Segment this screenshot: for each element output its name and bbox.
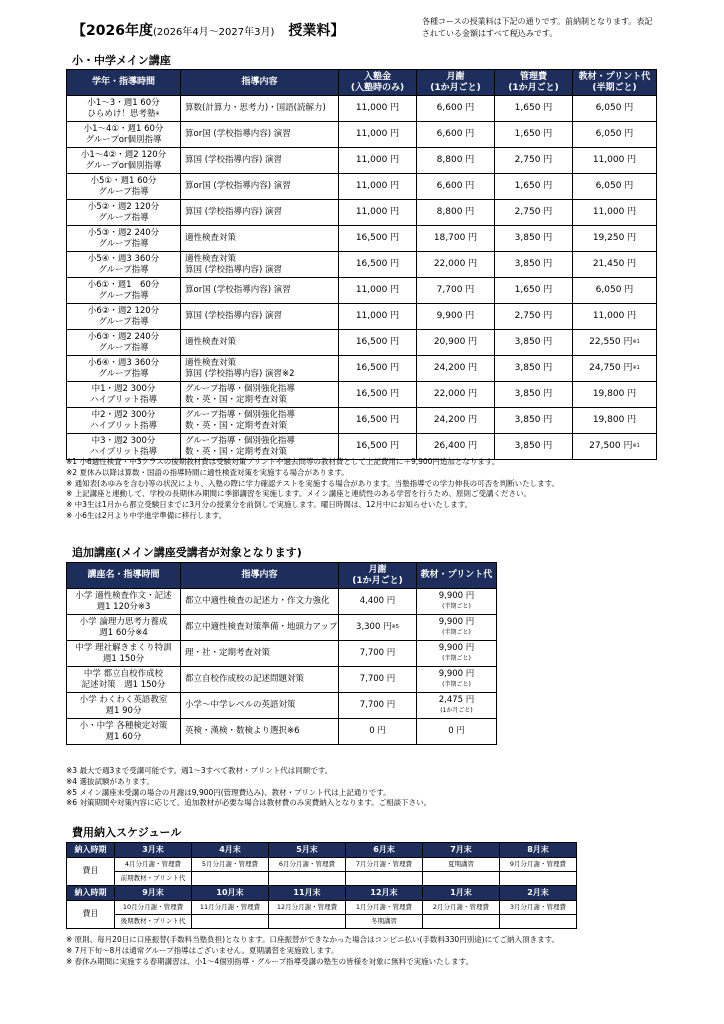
table-row — [67, 641, 497, 667]
enrollment-fee-cell: 16,500 円 — [339, 356, 417, 382]
management-fee-cell: 2,750 円 — [495, 200, 573, 226]
content-cell: 適性検査対策 算国 (学校指導内容) 演習 — [181, 252, 339, 278]
schedule-fee-item: 4月分月謝・管理費 — [115, 858, 192, 872]
schedule-month: 11月末 — [269, 886, 346, 901]
material-fee-cell — [417, 641, 497, 667]
enrollment-fee-cell: 11,000 円 — [339, 304, 417, 330]
note-line: ※2 夏休み以降は算数・国語の指導時間に適性検査対策を実施する場合があります。 — [66, 467, 349, 477]
content-cell: 英検・漢検・数検より選択※6 — [181, 719, 339, 745]
monthly-footnote-mark: ※5 — [391, 624, 399, 631]
table-row — [67, 667, 497, 693]
content-cell: 都立自校作成校の記述問題対策 — [181, 667, 339, 693]
material-fee-cell: 6,050 円 — [573, 96, 657, 122]
content-cell: グループ指導・個別強化指導 数・英・国・定期考査対策 — [181, 408, 339, 434]
additional-fee-table — [66, 562, 497, 745]
schedule-table — [66, 842, 577, 929]
schedule-month: 9月末 — [115, 886, 192, 901]
monthly-fee-cell: 9,900 円 — [417, 304, 495, 330]
schedule-month: 2月末 — [500, 886, 577, 901]
management-fee-cell: 3,850 円 — [495, 408, 573, 434]
monthly-fee-cell: 22,000 円 — [417, 252, 495, 278]
schedule-empty-cell — [500, 915, 577, 929]
table-row — [67, 252, 657, 278]
material-footnote-mark: ※1 — [632, 339, 640, 346]
material-fee-cell: 19,250 円 — [573, 226, 657, 252]
content-cell: 算国 (学校指導内容) 演習 — [181, 148, 339, 174]
management-fee-cell: 2,750 円 — [495, 304, 573, 330]
main-header-1: 指導内容 — [181, 70, 339, 96]
schedule-fee-item: 6月分月謝・管理費 — [269, 858, 346, 872]
schedule-extra-row — [67, 872, 577, 886]
schedule-month-row-2 — [67, 886, 577, 901]
table-row — [67, 330, 657, 356]
course-cell: 小6②・週2 120分 グループ指導 — [67, 304, 181, 330]
schedule-extra-item: 前期教材・プリント代 — [115, 872, 192, 886]
table-row — [67, 719, 497, 745]
management-fee-cell: 1,650 円 — [495, 174, 573, 200]
course-cell: 小1～3・週1 60分 ひらめけ！思考塾※ — [67, 96, 181, 122]
main-notes — [66, 457, 666, 522]
schedule-empty-cell — [423, 915, 500, 929]
table-row — [67, 226, 657, 252]
management-fee-cell: 1,650 円 — [495, 96, 573, 122]
additional-section-title: 追加講座(メイン講座受講者が対象となります) — [72, 546, 302, 559]
material-fee-cell — [417, 693, 497, 719]
monthly-fee-cell: 20,900 円 — [417, 330, 495, 356]
schedule-month-row-1 — [67, 843, 577, 858]
monthly-fee-cell: 26,400 円 — [417, 434, 495, 460]
enrollment-fee-cell: 11,000 円 — [339, 148, 417, 174]
monthly-fee-cell: 7,700 円 — [339, 667, 417, 693]
course-cell: 中3・週2 300分 ハイブリット指導 — [67, 434, 181, 460]
schedule-fee-item: 12月分月謝・管理費 — [269, 901, 346, 915]
enrollment-fee-cell: 16,500 円 — [339, 252, 417, 278]
table-row — [67, 615, 497, 641]
note-line: ※ 7月下旬～8月は通常グループ指導はございません。夏期講習を実施致します。 — [66, 945, 339, 955]
content-cell: 理・社・定期考査対策 — [181, 641, 339, 667]
title-period: (2026年4月～2027年3月) — [152, 27, 275, 38]
monthly-fee-cell: 0 円 — [339, 719, 417, 745]
page-title — [72, 20, 344, 40]
header-note: 各種コースの授業料は下記の通りです。前納制となります。表記されている金額はすべて税込みです。 — [422, 17, 653, 38]
material-fee-cell: 21,450 円 — [573, 252, 657, 278]
schedule-month: 5月末 — [269, 843, 346, 858]
monthly-fee-cell: 7,700 円 — [417, 278, 495, 304]
material-fee-cell — [417, 719, 497, 745]
management-fee-cell: 3,850 円 — [495, 434, 573, 460]
schedule-fee-item: 5月分月謝・管理費 — [192, 858, 269, 872]
enrollment-fee-cell: 16,500 円 — [339, 408, 417, 434]
main-header-0: 学年・指導時間 — [67, 70, 181, 96]
schedule-month: 4月末 — [192, 843, 269, 858]
additional-header-0: 講座名・指導時間 — [67, 563, 181, 589]
monthly-fee-cell: 3,300 円$^{※5}$ — [339, 615, 417, 641]
schedule-month: 8月末 — [500, 843, 577, 858]
schedule-fee-row — [67, 858, 577, 872]
note-line: ※ 通知表(あゆみを含む)等の状況により、入塾の際に学力確認テストを実施する場合があります。当塾指導での学力伸長の可否を判断いたします。 — [66, 478, 560, 488]
schedule-fee-item: 3月分月謝・管理費 — [500, 901, 577, 915]
schedule-fee-item: 1月分月謝・管理費 — [346, 901, 423, 915]
material-footnote-mark: ※1 — [632, 443, 640, 450]
material-fee-value: 9,900 円 — [438, 617, 475, 627]
enrollment-fee-cell: 11,000 円 — [339, 122, 417, 148]
material-fee-period: (半期ごと) — [442, 602, 471, 610]
schedule-time-label: 納入時期 — [67, 843, 115, 858]
title-year: 【2026年度 — [72, 23, 153, 39]
material-fee-cell: 6,050 円 — [573, 122, 657, 148]
schedule-month: 12月末 — [346, 886, 423, 901]
material-fee-period: (半期ごと) — [442, 628, 471, 636]
table-row — [67, 174, 657, 200]
content-cell: グループ指導・個別強化指導 数・英・国・定期考査対策 — [181, 434, 339, 460]
table-row — [67, 589, 497, 615]
monthly-fee-cell: 18,700 円 — [417, 226, 495, 252]
schedule-extra-item: 冬期講習 — [346, 915, 423, 929]
schedule-time-label: 納入時期 — [67, 886, 115, 901]
course-cell: 中1・週2 300分 ハイブリット指導 — [67, 382, 181, 408]
schedule-month: 1月末 — [423, 886, 500, 901]
monthly-fee-cell: 22,000 円 — [417, 382, 495, 408]
management-fee-cell: 3,850 円 — [495, 226, 573, 252]
schedule-month: 3月末 — [115, 843, 192, 858]
material-fee-cell: 19,800 円 — [573, 382, 657, 408]
schedule-extra-item — [346, 872, 423, 886]
material-fee-period: (半期ごと) — [442, 680, 471, 688]
schedule-fee-row — [67, 901, 577, 915]
schedule-fee-item: 夏期講習 — [423, 858, 500, 872]
material-fee-value: 9,900 円 — [438, 591, 475, 601]
management-fee-cell: 3,850 円 — [495, 252, 573, 278]
material-fee-cell: 24,750 円$^{※1}$ — [573, 356, 657, 382]
course-cell: 小学 わくわく英語教室 週1 90分 — [67, 693, 181, 719]
monthly-fee-cell: 4,400 円 — [339, 589, 417, 615]
course-cell: 小6④・週3 360分 グループ指導 — [67, 356, 181, 382]
page-header — [72, 14, 652, 44]
additional-table-header — [67, 563, 497, 589]
course-cell: 中学 理社解きまくり特訓 週1 150分 — [67, 641, 181, 667]
schedule-extra-row — [67, 915, 577, 929]
table-row — [67, 382, 657, 408]
enrollment-fee-cell: 16,500 円 — [339, 226, 417, 252]
main-fee-table — [66, 69, 657, 460]
table-row — [67, 693, 497, 719]
monthly-fee-cell: 24,200 円 — [417, 408, 495, 434]
note-line: ※ 中3生は1月から都立受験日までに3月分の授業分を前倒しで実施します。曜日時間は、12月中にお知らせいたします。 — [66, 500, 473, 510]
main-section-title: 小・中学メイン講座 — [72, 54, 171, 67]
monthly-fee-cell: 6,600 円 — [417, 174, 495, 200]
monthly-fee-cell: 6,600 円 — [417, 96, 495, 122]
material-fee-cell: 27,500 円$^{※1}$ — [573, 434, 657, 460]
note-line: ※ 原則、毎月20日に口座振替(手数料当塾負担)となります。口座振替ができなかった場合はコンビニ払い(手数料330円別途)にてご納入頂きます。 — [66, 935, 560, 944]
material-fee-cell — [417, 667, 497, 693]
course-cell: 小1～4②・週2 120分 グループor個別指導 — [67, 148, 181, 174]
content-cell: 適性検査対策 — [181, 226, 339, 252]
schedule-fee-item: 9月分月謝・管理費 — [500, 858, 577, 872]
material-fee-period: (1か月ごと) — [440, 706, 473, 714]
enrollment-fee-cell: 11,000 円 — [339, 278, 417, 304]
content-cell: 小学～中学レベルの英語対策 — [181, 693, 339, 719]
management-fee-cell: 3,850 円 — [495, 330, 573, 356]
schedule-fee-item: 2月分月謝・管理費 — [423, 901, 500, 915]
enrollment-fee-cell: 11,000 円 — [339, 96, 417, 122]
course-cell: 小6①・週1 60分 グループ指導 — [67, 278, 181, 304]
course-cell: 小6③・週2 240分 グループ指導 — [67, 330, 181, 356]
note-line: ※1 小6適性検査・中3クラスの後期教材費は受験対策プリントや過去問等の教材費として上記費用に＋9,900円追加となります。 — [66, 457, 500, 466]
monthly-fee-cell: 8,800 円 — [417, 200, 495, 226]
main-table-header — [67, 70, 657, 96]
table-row — [67, 434, 657, 460]
management-fee-cell: 1,650 円 — [495, 122, 573, 148]
course-cell: 小5①・週1 60分 グループ指導 — [67, 174, 181, 200]
course-footnote-mark: ※ — [155, 110, 160, 117]
schedule-fee-label: 費目 — [67, 858, 115, 886]
schedule-empty-cell — [192, 915, 269, 929]
management-fee-cell: 3,850 円 — [495, 382, 573, 408]
schedule-month: 10月末 — [192, 886, 269, 901]
material-fee-cell: 19,800 円 — [573, 408, 657, 434]
material-fee-period: (半期ごと) — [442, 654, 471, 662]
content-cell: 算数(計算力・思考力)・国語(読解力) — [181, 96, 339, 122]
enrollment-fee-cell: 16,500 円 — [339, 434, 417, 460]
content-cell: 適性検査対策 — [181, 330, 339, 356]
content-cell: 都立中適性検査の記述力・作文力強化 — [181, 589, 339, 615]
material-fee-value: 9,900 円 — [438, 643, 475, 653]
table-row — [67, 356, 657, 382]
course-cell: 小5④・週3 360分 グループ指導 — [67, 252, 181, 278]
course-cell: 小学 論理力思考力養成 週1 60分※4 — [67, 615, 181, 641]
course-cell: 小1～4①・週1 60分 グループor個別指導 — [67, 122, 181, 148]
table-row — [67, 408, 657, 434]
note-line: ※6 対策期間や対策内容に応じて、追加教材が必要な場合は教材費のみ実費納入となります。ご相談下さい。 — [66, 798, 432, 808]
content-cell: 算or国 (学校指導内容) 演習 — [181, 174, 339, 200]
table-row — [67, 122, 657, 148]
note-line: ※ 春休み期間に実施する春期講習は、小1～4個別指導・グループ指導受講の塾生の皆様を対象に無料で実施いたします。 — [66, 956, 474, 966]
main-header-2: 入塾金 (入塾時のみ) — [339, 70, 417, 96]
material-fee-value: 0 円 — [448, 726, 465, 737]
material-fee-cell: 6,050 円 — [573, 174, 657, 200]
schedule-empty-cell — [269, 872, 346, 886]
table-row — [67, 278, 657, 304]
additional-header-2: 月謝 (1か月ごと) — [339, 563, 417, 589]
schedule-empty-cell — [500, 872, 577, 886]
content-cell: 算国 (学校指導内容) 演習 — [181, 304, 339, 330]
title-tuition: 授業料】 — [288, 23, 345, 39]
table-row — [67, 304, 657, 330]
monthly-fee-cell: 6,600 円 — [417, 122, 495, 148]
content-cell: 算or国 (学校指導内容) 演習 — [181, 278, 339, 304]
main-header-3: 月謝 (1か月ごと) — [417, 70, 495, 96]
content-cell: 適性検査対策 算国 (学校指導内容) 演習※2 — [181, 356, 339, 382]
material-fee-value: 2,475 円 — [438, 695, 475, 705]
material-fee-cell: 11,000 円 — [573, 148, 657, 174]
course-cell: 小5②・週2 120分 グループ指導 — [67, 200, 181, 226]
schedule-fee-label: 費目 — [67, 901, 115, 929]
main-header-4: 管理費 (1か月ごと) — [495, 70, 573, 96]
material-fee-cell: 22,550 円$^{※1}$ — [573, 330, 657, 356]
table-row — [67, 200, 657, 226]
monthly-fee-cell: 24,200 円 — [417, 356, 495, 382]
monthly-fee-cell: 7,700 円 — [339, 641, 417, 667]
note-line: ※ 小6生は2月より中学進学準備に移行します。 — [66, 510, 227, 520]
additional-header-3: 教材・プリント代 — [417, 563, 497, 589]
main-header-5: 教材・プリント代 (半期ごと) — [573, 70, 657, 96]
table-row — [67, 148, 657, 174]
monthly-fee-cell: 8,800 円 — [417, 148, 495, 174]
course-cell: 小学 適性検査作文・記述 週1 120分※3 — [67, 589, 181, 615]
schedule-notes — [66, 935, 666, 967]
material-fee-cell: 11,000 円 — [573, 304, 657, 330]
enrollment-fee-cell: 16,500 円 — [339, 330, 417, 356]
content-cell: グループ指導・個別強化指導 数・英・国・定期考査対策 — [181, 382, 339, 408]
content-cell: 算国 (学校指導内容) 演習 — [181, 200, 339, 226]
schedule-extra-item: 後期教材・プリント代 — [115, 915, 192, 929]
schedule-fee-item: 7月分月謝・管理費 — [346, 858, 423, 872]
course-cell: 中2・週2 300分 ハイブリット指導 — [67, 408, 181, 434]
enrollment-fee-cell: 11,000 円 — [339, 200, 417, 226]
material-footnote-mark: ※1 — [632, 365, 640, 372]
note-line: ※ 上記講座と連動して、学校の長期休み期間に季節講習を実施します。メイン講座と連続性のある学習を行うため、原則ご受講ください。 — [66, 489, 531, 499]
schedule-empty-cell — [269, 915, 346, 929]
content-cell: 都立中適性検査対策準備・地頭力アップ — [181, 615, 339, 641]
schedule-fee-item: 10月分月謝・管理費 — [115, 901, 192, 915]
note-line: ※3 最大で週3まで受講可能です。週1～3すべて教材・プリント代は同額です。 — [66, 766, 333, 775]
course-cell: 中学 都立自校作成校 記述対策 週1 150分 — [67, 667, 181, 693]
note-line: ※4 選抜試験があります。 — [66, 776, 154, 786]
enrollment-fee-cell: 16,500 円 — [339, 382, 417, 408]
additional-notes — [66, 766, 666, 809]
management-fee-cell: 3,850 円 — [495, 356, 573, 382]
material-fee-cell — [417, 589, 497, 615]
material-fee-cell: 11,000 円 — [573, 200, 657, 226]
material-fee-cell: 6,050 円 — [573, 278, 657, 304]
additional-header-1: 指導内容 — [181, 563, 339, 589]
schedule-empty-cell — [192, 872, 269, 886]
schedule-month: 7月末 — [423, 843, 500, 858]
monthly-fee-cell: 7,700 円 — [339, 693, 417, 719]
management-fee-cell: 2,750 円 — [495, 148, 573, 174]
schedule-section-title: 費用納入スケジュール — [72, 826, 182, 839]
schedule-month: 6月末 — [346, 843, 423, 858]
schedule-empty-cell — [423, 872, 500, 886]
schedule-fee-item: 11月分月謝・管理費 — [192, 901, 269, 915]
material-fee-cell — [417, 615, 497, 641]
management-fee-cell: 1,650 円 — [495, 278, 573, 304]
material-fee-value: 9,900 円 — [438, 669, 475, 679]
enrollment-fee-cell: 11,000 円 — [339, 174, 417, 200]
course-cell: 小・中学 各種検定対策 週1 60分 — [67, 719, 181, 745]
content-cell: 算or国 (学校指導内容) 演習 — [181, 122, 339, 148]
course-cell: 小5③・週2 240分 グループ指導 — [67, 226, 181, 252]
note-line: ※5 メイン講座未受講の場合の月謝は9,900円(管理費込み)、教材・プリント代は上記通りです。 — [66, 787, 391, 797]
table-row — [67, 96, 657, 122]
